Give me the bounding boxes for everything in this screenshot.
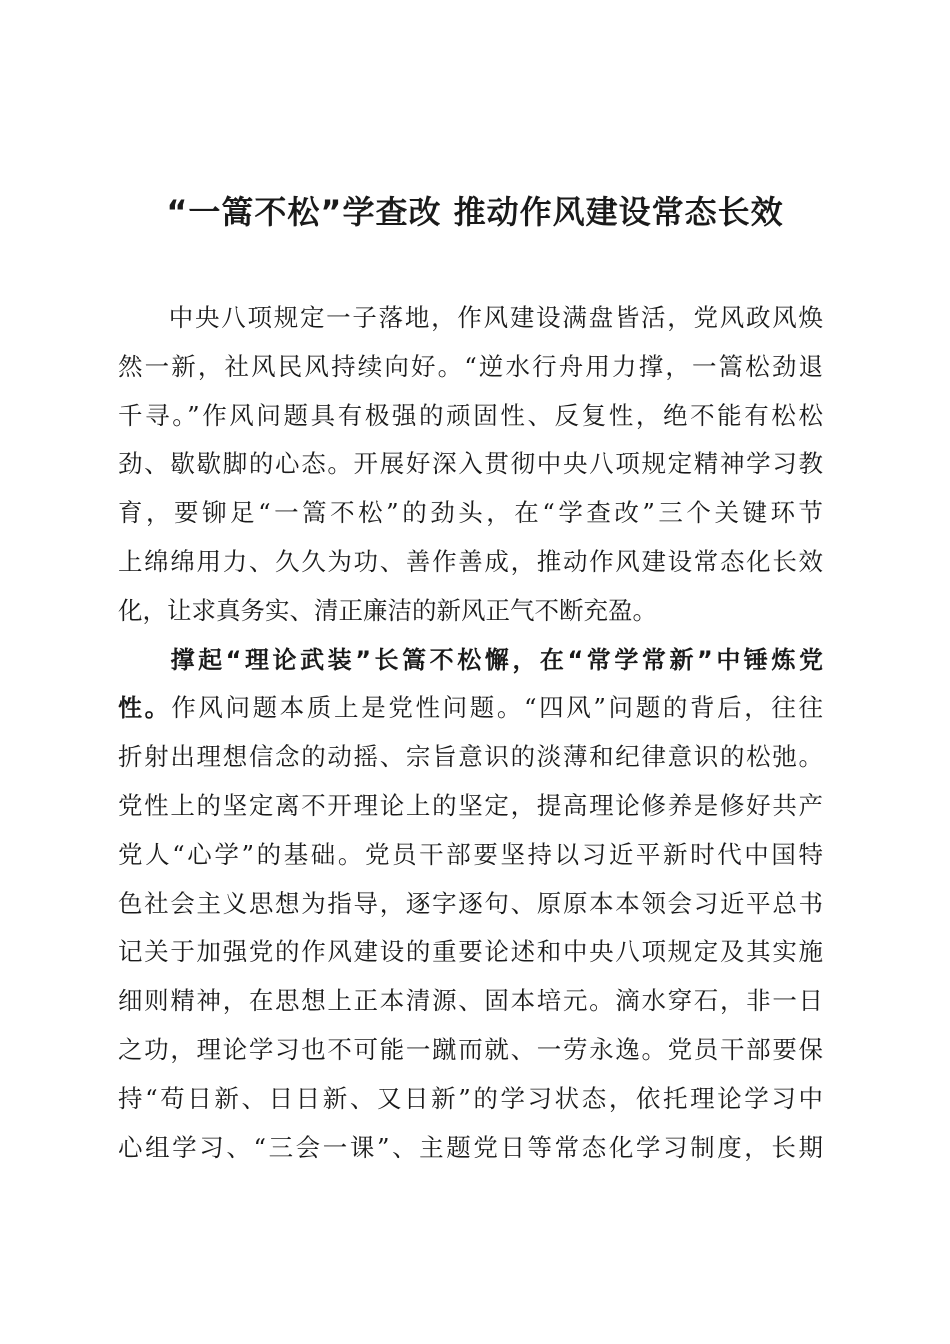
paragraph-line: 育，要铆足“一篙不松”的劲头，在“学查改”三个关键环节 [118, 498, 823, 528]
paragraph-line: 千寻。”作风问题具有极强的顽固性、反复性，绝不能有松松 [118, 400, 823, 430]
paragraph-line: 记关于加强党的作风建设的重要论述和中央八项规定及其实施 [118, 937, 823, 967]
section-heading-end: 性。 [118, 694, 172, 723]
paragraph-line: 党性上的坚定离不开理论上的坚定，提高理论修养是修好共产 [118, 790, 823, 820]
line-text: 作风问题本质上是党性问题。“四风”问题的背后，往往 [171, 693, 823, 723]
paragraph-line: 上绵绵用力、久久为功、善作善成，推动作风建设常态化长效 [118, 546, 823, 576]
document-body [118, 294, 823, 1172]
paragraph-line: 折射出理想信念的动摇、宗旨意识的淡薄和纪律意识的松弛。 [118, 742, 823, 772]
paragraph-line [118, 294, 823, 343]
paragraph-line: 之功，理论学习也不可能一蹴而就、一劳永逸。党员干部要保 [118, 1034, 823, 1064]
paragraph-line [118, 684, 823, 733]
paragraph-line: 持“苟日新、日日新、又日新”的学习状态，依托理论学习中 [118, 1083, 823, 1113]
paragraph-line: 色社会主义思想为指导，逐字逐句、原原本本领会习近平总书 [118, 888, 823, 918]
document-title: “一篙不松”学查改 推动作风建设常态长效 [166, 193, 784, 231]
paragraph-line: 然一新，社风民风持续向好。“逆水行舟用力撑，一篙松劲退 [118, 351, 823, 381]
paragraph-line: 党人“心学”的基础。党员干部要坚持以习近平新时代中国特 [118, 839, 823, 869]
paragraph-line: 化，让求真务实、清正廉洁的新风正气不断充盈。 [118, 595, 657, 625]
section-heading: 撑起“理论武装”长篙不松懈，在“常学常新”中锤炼党 [167, 645, 823, 674]
paragraph-line: 细则精神，在思想上正本清源、固本培元。滴水穿石，非一日 [118, 986, 823, 1016]
section-heading-line [118, 636, 823, 685]
paragraph-line: 劲、歇歇脚的心态。开展好深入贯彻中央八项规定精神学习教 [118, 449, 823, 479]
line-text: 中央八项规定一子落地，作风建设满盘皆活，党风政风焕 [167, 303, 823, 332]
paragraph-line: 心组学习、“三会一课”、主题党日等常态化学习制度，长期 [118, 1132, 823, 1162]
